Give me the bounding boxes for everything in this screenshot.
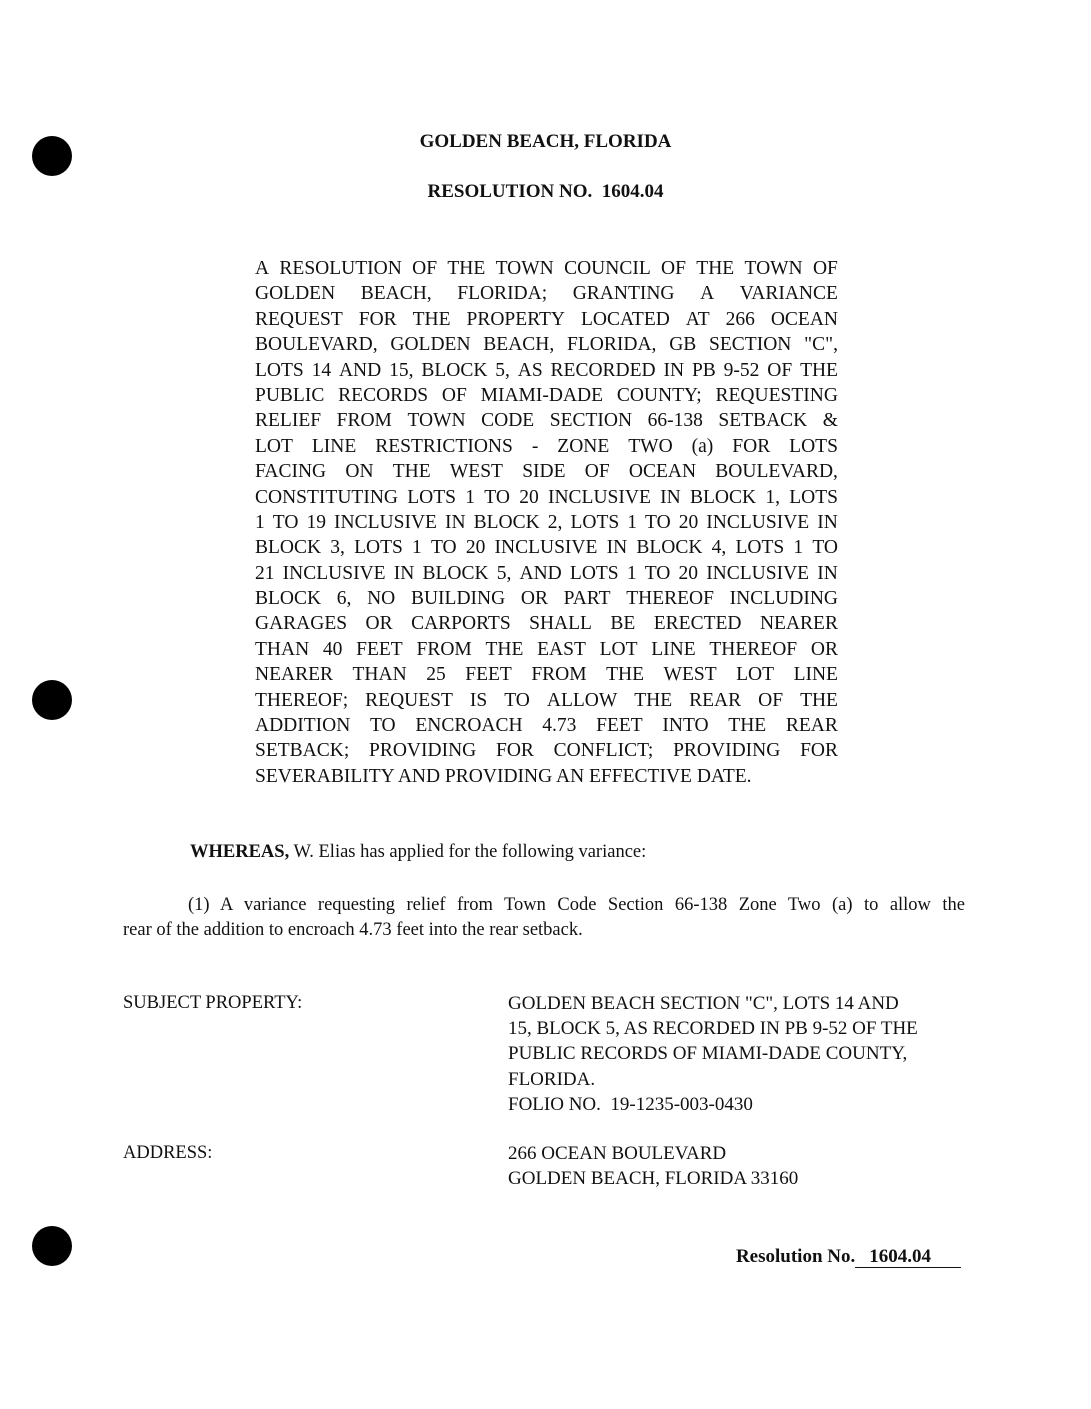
word: IN [606, 537, 628, 559]
word: THE [392, 461, 431, 483]
subject-property-line: PUBLIC RECORDS OF MIAMI-DADE COUNTY, [508, 1043, 908, 1065]
word: LOTS [789, 435, 838, 457]
subject-property-label: SUBJECT PROPERTY: [123, 993, 303, 1013]
subject-property-value [508, 991, 968, 1117]
word: OF [584, 461, 610, 483]
summary-line [255, 307, 838, 332]
word: REQUEST [365, 689, 453, 711]
word: FROM [416, 638, 472, 660]
word: THE [606, 664, 645, 686]
word: OCEAN [628, 461, 697, 483]
word: RECORDED [550, 359, 656, 381]
word: PROVIDING [369, 740, 477, 762]
word: THAN [255, 638, 310, 660]
word: PROVIDING [673, 740, 781, 762]
word: OF [441, 384, 467, 406]
word: INCLUSIVE [494, 537, 598, 559]
word: GOLDEN [255, 283, 336, 305]
subject-property-line: 15, BLOCK 5, AS RECORDED IN PB 9-52 OF THE [508, 1018, 918, 1040]
summary-line [255, 459, 838, 484]
word: TO [504, 689, 530, 711]
word: BOULEVARD, [715, 461, 838, 483]
word: LINE [793, 664, 838, 686]
word: TO [645, 511, 671, 533]
word: GARAGES [255, 613, 348, 635]
word: OCEAN [770, 308, 838, 330]
word: TO [272, 511, 299, 533]
word: ZONE [557, 435, 610, 457]
summary-line [255, 637, 838, 662]
word: THEREOF; [255, 689, 349, 711]
summary-line: SEVERABILITY AND PROVIDING AN EFFECTIVE DATE. [255, 765, 752, 787]
word: AT [685, 308, 710, 330]
word: GB [669, 334, 697, 356]
word: IN [663, 359, 685, 381]
word: IN [445, 511, 466, 533]
word: CODE [481, 410, 535, 432]
word: "C", [804, 334, 838, 356]
word: (a) [691, 435, 714, 457]
word: LOCATED [581, 308, 670, 330]
word: THEREOF [709, 638, 798, 660]
word: BLOCK [255, 537, 322, 559]
word: 266 [725, 308, 755, 330]
word: RESOLUTION [279, 258, 402, 279]
footer-label: Resolution No. [735, 1246, 856, 1267]
word: INTO [662, 715, 709, 737]
word: 6, [336, 588, 352, 610]
summary-line [255, 535, 838, 560]
word: TOWN [407, 410, 466, 432]
whereas-text: W. Elias has applied for the following variance: [289, 842, 647, 862]
word: 5, [496, 562, 512, 584]
word: INCLUSIVE [334, 511, 437, 533]
word: THE [696, 258, 735, 279]
word: 4, [711, 537, 727, 559]
word: SIDE [522, 461, 566, 483]
summary-line [255, 611, 838, 636]
word: AS [517, 359, 543, 381]
word: BLOCK [255, 588, 322, 610]
summary-line [255, 662, 838, 687]
word: TOWN [495, 258, 554, 279]
word: ERECTED [653, 613, 742, 635]
word: 4.73 [542, 715, 577, 737]
word: IN [817, 562, 838, 584]
word: BEACH, [483, 334, 555, 356]
word: IN [817, 511, 838, 533]
word: 5, [495, 359, 510, 381]
word: RELIEF [255, 410, 322, 432]
word: TO [484, 486, 510, 508]
word: NEARER [759, 613, 838, 635]
word: & [822, 410, 838, 432]
word: BLOCK [421, 359, 488, 381]
summary-line [255, 332, 838, 357]
word: WEST [449, 461, 503, 483]
word: LOT [736, 664, 775, 686]
summary-line [255, 281, 838, 306]
word: LOT [255, 435, 293, 457]
word: BLOCK [690, 486, 757, 508]
word: INCLUDING [729, 588, 838, 610]
word: LOTS [407, 486, 456, 508]
word: 25 [426, 664, 446, 686]
punch-hole [32, 680, 72, 720]
word: LINE [311, 435, 357, 457]
word: LOTS [789, 486, 838, 508]
word: OR [810, 638, 838, 660]
word: BLOCK [422, 562, 489, 584]
word: 1 [626, 562, 637, 584]
word: 14 [311, 359, 332, 381]
word: 66-138 [647, 410, 703, 432]
word: RESTRICTIONS [375, 435, 513, 457]
word: COUNTY; [616, 384, 702, 406]
word: FOR [495, 740, 534, 762]
word: FEET [596, 715, 643, 737]
word: REAR [785, 715, 838, 737]
word: TO [644, 562, 671, 584]
word: ALLOW [546, 689, 618, 711]
word: TO [430, 537, 457, 559]
summary-line [255, 358, 838, 383]
word: FEET [356, 638, 403, 660]
variance-line-2: rear of the addition to encroach 4.73 feet into the rear setback. [123, 920, 583, 940]
word: FOR [732, 435, 771, 457]
word: FEET [465, 664, 512, 686]
word: 3, [330, 537, 345, 559]
word: LOT [599, 638, 638, 660]
summary-line [255, 586, 838, 611]
word: REQUEST [255, 308, 343, 330]
resolution-number-heading: RESOLUTION NO. 1604.04 [427, 181, 664, 202]
word: BOULEVARD, [255, 334, 378, 356]
word: OR [365, 613, 393, 635]
word: CONSTITUTING [255, 486, 398, 508]
word: BLOCK [636, 537, 703, 559]
word: NEARER [255, 664, 333, 686]
word: ADDITION [255, 715, 351, 737]
word: 40 [322, 638, 343, 660]
word: THEREOF [626, 588, 714, 610]
word: 1 [793, 537, 804, 559]
word: PUBLIC [255, 384, 325, 406]
word: THE [728, 715, 767, 737]
summary-line [255, 688, 838, 713]
address-label: ADDRESS: [123, 1143, 213, 1163]
word: BUILDING [410, 588, 506, 610]
summary-line [255, 561, 838, 586]
word: THE [485, 638, 524, 660]
summary-line [255, 485, 838, 510]
word: FOR [800, 740, 838, 762]
summary-line [255, 256, 838, 281]
word: AND [519, 562, 562, 584]
word: 1 [465, 486, 476, 508]
word: 20 [678, 562, 699, 584]
word: A [700, 283, 715, 305]
word: OF [661, 258, 686, 279]
word: 1 [627, 511, 637, 533]
word: PROPERTY [466, 308, 566, 330]
word: BLOCK [473, 511, 540, 533]
word: FROM [336, 410, 392, 432]
variance-item [123, 893, 965, 943]
word: LOTS [570, 511, 620, 533]
word: THE [634, 689, 673, 711]
word: TWO [628, 435, 673, 457]
summary-line [255, 713, 838, 738]
word: PB [691, 359, 716, 381]
word: 20 [519, 486, 539, 508]
word: INCLUSIVE [706, 511, 810, 533]
punch-hole [32, 1226, 72, 1266]
word: IS [469, 689, 488, 711]
word: SECTION [549, 410, 633, 432]
word: BE [610, 613, 636, 635]
variance-line-1: (1) A variance requesting relief from Town Code Section 66-138 Zone Two (a) to allow the [188, 895, 965, 915]
word: 19 [306, 511, 326, 533]
word: 2, [547, 511, 563, 533]
word: FROM [531, 664, 587, 686]
word: - [531, 435, 539, 457]
summary-line [255, 510, 838, 535]
word: GRANTING [572, 283, 675, 305]
word: INCLUSIVE [547, 486, 651, 508]
word: SHALL [529, 613, 592, 635]
word: TO [370, 715, 396, 737]
word: ENCROACH [415, 715, 523, 737]
word: LINE [651, 638, 696, 660]
word: OF [812, 258, 838, 279]
word: 9-52 [723, 359, 760, 381]
word: BEACH, [360, 283, 432, 305]
word: CONFLICT; [553, 740, 654, 762]
word: WEST [663, 664, 717, 686]
word: IN [393, 562, 415, 584]
address-line: 266 OCEAN BOULEVARD [508, 1143, 727, 1164]
word: OF [767, 359, 793, 381]
word: THAN [352, 664, 407, 686]
word: MIAMI-DADE [480, 384, 604, 406]
summary-line [255, 738, 838, 763]
footer-resolution-number [736, 1246, 961, 1268]
word: IN [660, 486, 681, 508]
word: NO [367, 588, 396, 610]
summary-line [255, 383, 838, 408]
word: A [255, 258, 270, 279]
subject-property-line: FLORIDA. [508, 1068, 596, 1090]
word: CARPORTS [411, 613, 511, 635]
word: LOTS [255, 359, 304, 381]
word: PART [563, 588, 611, 610]
word: TOWN [744, 258, 803, 279]
word: OF [758, 689, 784, 711]
word: INCLUSIVE [282, 562, 386, 584]
resolution-summary [255, 256, 838, 789]
word: FACING [255, 461, 327, 483]
word: LOTS [569, 562, 619, 584]
word: COUNCIL [564, 258, 651, 279]
whereas-clause [190, 840, 646, 865]
word: SETBACK; [255, 740, 350, 762]
word: THE [412, 308, 451, 330]
word: 1, [765, 486, 780, 508]
word: VARIANCE [739, 283, 838, 305]
word: LOTS [354, 537, 403, 559]
word: 20 [465, 537, 486, 559]
word: RECORDS [338, 384, 429, 406]
word: GOLDEN [390, 334, 471, 356]
summary-line [255, 408, 838, 433]
word: REAR [689, 689, 742, 711]
word: 1 [412, 537, 422, 559]
word: SECTION [709, 334, 792, 356]
subject-property-line: GOLDEN BEACH SECTION "C", LOTS 14 AND [508, 993, 899, 1014]
word: AND [338, 359, 382, 381]
word: 15, [389, 359, 414, 381]
word: EAST [537, 638, 586, 660]
word: THE [800, 359, 838, 381]
word: REQUESTING [715, 384, 838, 406]
word: 21 [255, 562, 275, 584]
word: SETBACK [718, 410, 808, 432]
word: ON [345, 461, 374, 483]
word: THE [800, 689, 838, 711]
word: INCLUSIVE [706, 562, 810, 584]
footer-number: 1604.04 [855, 1247, 961, 1268]
address-line: GOLDEN BEACH, FLORIDA 33160 [508, 1168, 799, 1190]
word: LOTS [735, 537, 785, 559]
word: FLORIDA, [567, 334, 657, 356]
word: 20 [678, 511, 699, 533]
whereas-lead: WHEREAS, [190, 842, 290, 862]
word: FOR [358, 308, 397, 330]
address-value [508, 1141, 968, 1191]
word: FLORIDA; [457, 283, 548, 305]
document-title: GOLDEN BEACH, FLORIDA [419, 131, 672, 152]
word: OF [412, 258, 438, 279]
subject-property-line: FOLIO NO. 19-1235-003-0430 [508, 1093, 753, 1115]
word: TO [812, 537, 838, 559]
summary-line [255, 434, 838, 459]
word: 1 [255, 511, 265, 533]
word: THE [447, 258, 486, 279]
word: OR [520, 588, 548, 610]
